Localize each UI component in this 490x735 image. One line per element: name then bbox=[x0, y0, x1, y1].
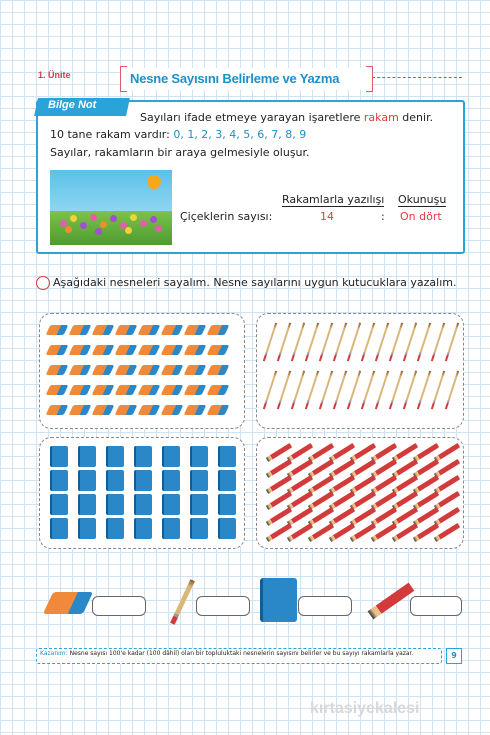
eraser-icon bbox=[69, 405, 92, 415]
erasers-panel bbox=[39, 313, 245, 429]
brush-icon bbox=[431, 323, 445, 362]
bilge-note-tag-label: Bilge Not bbox=[48, 99, 97, 111]
eraser-icon bbox=[184, 385, 207, 395]
flower-icon bbox=[95, 228, 102, 235]
row-label: Çiçeklerin sayısı: bbox=[180, 210, 273, 223]
notebook-answer-icon bbox=[260, 578, 297, 622]
eraser-icon bbox=[207, 365, 230, 375]
notebook-icon bbox=[50, 494, 68, 515]
notebook-icon bbox=[106, 446, 124, 467]
eraser-icon bbox=[46, 385, 69, 395]
note-line-3: Sayılar, rakamların bir araya gelmesiyle oluşur. bbox=[50, 146, 310, 159]
brush-icon bbox=[319, 371, 333, 410]
eraser-icon bbox=[92, 325, 115, 335]
notebook-icon bbox=[162, 494, 180, 515]
flower-icon bbox=[150, 216, 157, 223]
brush-icon bbox=[445, 323, 459, 362]
notebook-icon bbox=[190, 494, 208, 515]
notebook-icon bbox=[78, 518, 96, 539]
brush-icon bbox=[361, 371, 375, 410]
unit-label: 1. Ünite bbox=[38, 70, 71, 80]
brush-icon bbox=[305, 323, 319, 362]
notebook-icon bbox=[190, 518, 208, 539]
footer-body: Nesne sayısı 100'e kadar (100 dâhil) olan bir topluluktaki nesnelerin sayısını belirler ve bu sayıyı rakamlarla yazar. bbox=[67, 650, 414, 657]
row-reading: On dört bbox=[400, 210, 442, 223]
pencil-answer-box[interactable] bbox=[410, 596, 462, 616]
brush-icon bbox=[263, 371, 277, 410]
notebook-icon bbox=[162, 446, 180, 467]
eraser-icon bbox=[184, 405, 207, 415]
page-number: 9 bbox=[446, 648, 462, 664]
notebook-icon bbox=[134, 518, 152, 539]
eraser-icon bbox=[207, 385, 230, 395]
pencil-answer-icon bbox=[368, 583, 415, 620]
brush-icon bbox=[333, 323, 347, 362]
brush-icon bbox=[417, 371, 431, 410]
eraser-icon bbox=[207, 325, 230, 335]
eraser-answer-box[interactable] bbox=[92, 596, 146, 616]
footer-text bbox=[40, 650, 413, 657]
eraser-answer-icon bbox=[43, 592, 93, 614]
flower-icon bbox=[110, 215, 117, 222]
brush-icon bbox=[361, 323, 375, 362]
brush-icon bbox=[403, 371, 417, 410]
notebook-icon bbox=[218, 518, 236, 539]
brush-icon bbox=[305, 371, 319, 410]
notebook-icon bbox=[50, 446, 68, 467]
brush-answer-icon bbox=[170, 579, 195, 625]
eraser-icon bbox=[115, 325, 138, 335]
brush-icon bbox=[263, 323, 277, 362]
brush-icon bbox=[375, 371, 389, 410]
flower-icon bbox=[90, 214, 97, 221]
eraser-icon bbox=[138, 345, 161, 355]
notebook-icon bbox=[106, 494, 124, 515]
eraser-icon bbox=[46, 325, 69, 335]
notebook-icon bbox=[78, 494, 96, 515]
notebook-icon bbox=[218, 446, 236, 467]
notebook-icon bbox=[106, 518, 124, 539]
notebook-icon bbox=[218, 470, 236, 491]
eraser-icon bbox=[161, 385, 184, 395]
eraser-icon bbox=[46, 405, 69, 415]
notebook-icon bbox=[190, 446, 208, 467]
flower-icon bbox=[65, 226, 72, 233]
task-instruction: Aşağıdaki nesneleri sayalım. Nesne sayılarını uygun kutucuklara yazalım. bbox=[53, 276, 457, 289]
notebook-answer-box[interactable] bbox=[298, 596, 352, 616]
notebook-icon bbox=[134, 470, 152, 491]
brush-icon bbox=[347, 323, 361, 362]
brushes-panel bbox=[256, 313, 464, 429]
eraser-icon bbox=[184, 325, 207, 335]
notebook-icon bbox=[78, 446, 96, 467]
note-line-1-a: Sayıları ifade etmeye yarayan işaretlere bbox=[140, 111, 364, 124]
title-bracket-right bbox=[366, 66, 373, 92]
flower-icon bbox=[130, 214, 137, 221]
brush-icon bbox=[277, 323, 291, 362]
title-divider bbox=[372, 77, 462, 78]
eraser-icon bbox=[46, 345, 69, 355]
eraser-icon bbox=[138, 365, 161, 375]
watermark: kırtasiyekalesi bbox=[310, 700, 420, 717]
eraser-icon bbox=[69, 385, 92, 395]
eraser-icon bbox=[138, 325, 161, 335]
flower-icon bbox=[100, 221, 107, 228]
brush-icon bbox=[277, 371, 291, 410]
brush-icon bbox=[417, 323, 431, 362]
col-header-digits: Rakamlarla yazılışı bbox=[282, 193, 385, 206]
brush-icon bbox=[431, 371, 445, 410]
notebook-icon bbox=[162, 518, 180, 539]
flower-icon bbox=[140, 220, 147, 227]
eraser-icon bbox=[115, 385, 138, 395]
brush-icon bbox=[333, 371, 347, 410]
flower-icon bbox=[80, 222, 87, 229]
notebook-icon bbox=[134, 494, 152, 515]
brush-icon bbox=[291, 371, 305, 410]
page-title: Nesne Sayısını Belirleme ve Yazma bbox=[130, 71, 340, 86]
note-line-2-a: 10 tane rakam vardır: bbox=[50, 128, 174, 141]
flower-icon bbox=[70, 215, 77, 222]
eraser-icon bbox=[184, 345, 207, 355]
notebooks-panel bbox=[39, 437, 245, 549]
brush-icon bbox=[389, 323, 403, 362]
eraser-icon bbox=[115, 345, 138, 355]
notebook-icon bbox=[50, 470, 68, 491]
eraser-icon bbox=[138, 385, 161, 395]
eraser-icon bbox=[184, 365, 207, 375]
eraser-icon bbox=[161, 365, 184, 375]
brush-icon bbox=[291, 323, 305, 362]
brush-icon bbox=[375, 323, 389, 362]
note-line-1 bbox=[140, 111, 433, 124]
brush-answer-box[interactable] bbox=[196, 596, 250, 616]
eraser-icon bbox=[207, 405, 230, 415]
note-line-1-c: denir. bbox=[398, 111, 434, 124]
eraser-icon bbox=[207, 345, 230, 355]
brush-icon bbox=[389, 371, 403, 410]
notebook-icon bbox=[162, 470, 180, 491]
notebook-icon bbox=[106, 470, 124, 491]
sun-icon bbox=[147, 175, 161, 189]
notebook-icon bbox=[218, 494, 236, 515]
notebook-icon bbox=[50, 518, 68, 539]
note-digits: 0, 1, 2, 3, 4, 5, 6, 7, 8, 9 bbox=[173, 128, 307, 141]
eraser-icon bbox=[92, 365, 115, 375]
eraser-icon bbox=[92, 345, 115, 355]
eraser-icon bbox=[138, 405, 161, 415]
eraser-icon bbox=[161, 325, 184, 335]
eraser-icon bbox=[69, 325, 92, 335]
flower-icon bbox=[155, 225, 162, 232]
footer-label: Kazanım: bbox=[40, 650, 68, 657]
brush-icon bbox=[319, 323, 333, 362]
row-separator: : bbox=[381, 210, 385, 223]
col-header-reading: Okunuşu bbox=[398, 193, 447, 206]
notebook-icon bbox=[190, 470, 208, 491]
notebook-icon bbox=[78, 470, 96, 491]
eraser-icon bbox=[92, 405, 115, 415]
note-keyword-rakam: rakam bbox=[363, 111, 399, 124]
title-bracket-left bbox=[120, 66, 127, 92]
brush-icon bbox=[403, 323, 417, 362]
brush-icon bbox=[347, 371, 361, 410]
eraser-icon bbox=[46, 365, 69, 375]
notebook-icon bbox=[134, 446, 152, 467]
pencils-panel bbox=[256, 437, 464, 549]
eraser-icon bbox=[92, 385, 115, 395]
row-value: 14 bbox=[320, 210, 334, 223]
brush-icon bbox=[445, 371, 459, 410]
eraser-icon bbox=[161, 405, 184, 415]
eraser-icon bbox=[69, 365, 92, 375]
flower-icon bbox=[125, 227, 132, 234]
eraser-icon bbox=[115, 405, 138, 415]
pencil-icon bbox=[36, 276, 50, 290]
flowers-image bbox=[50, 170, 172, 245]
eraser-icon bbox=[115, 365, 138, 375]
eraser-icon bbox=[161, 345, 184, 355]
note-line-2 bbox=[50, 128, 306, 141]
eraser-icon bbox=[69, 345, 92, 355]
